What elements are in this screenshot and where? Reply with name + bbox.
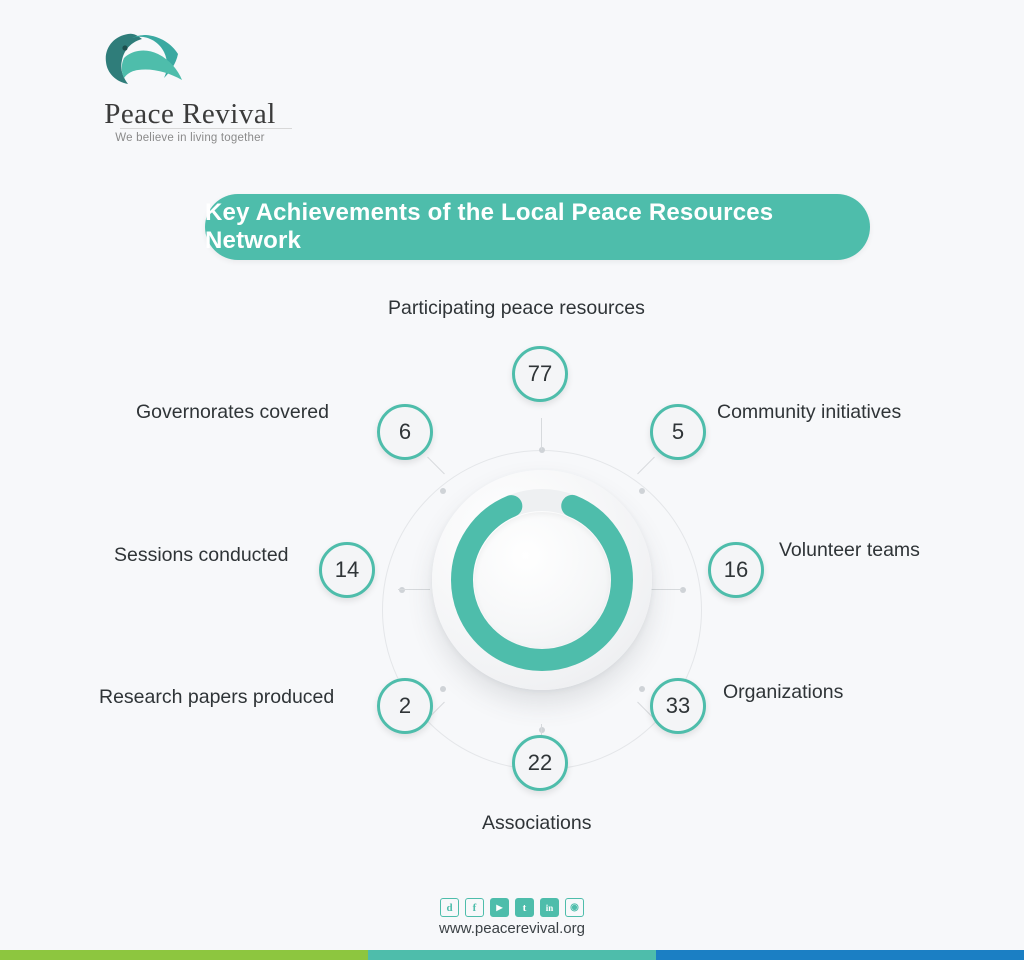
- value-label-sessions-conducted: Sessions conducted: [114, 544, 289, 566]
- connector: [398, 589, 430, 590]
- value-node-number: 5: [671, 419, 685, 444]
- value-label-research-papers-produced: Research papers produced: [99, 686, 335, 708]
- value-node-participating-peace-resources[interactable]: [512, 346, 568, 402]
- orbit-dot: [680, 587, 686, 593]
- youtube-icon[interactable]: ▶: [490, 898, 509, 917]
- donut-center: [474, 512, 610, 648]
- orbit-dot: [539, 727, 545, 733]
- value-label-governorates-covered: Governorates covered: [136, 401, 329, 423]
- value-node-sessions-conducted[interactable]: [319, 542, 375, 598]
- bottom-bar-teal: [368, 950, 656, 960]
- value-node-number: 6: [398, 419, 412, 444]
- connector: [427, 457, 445, 475]
- orbit-dot: [440, 686, 446, 692]
- page-title: Key Achievements of the Local Peace Resources Network: [205, 194, 870, 260]
- facebook-icon[interactable]: f: [465, 898, 484, 917]
- bottom-color-bar: [0, 950, 1024, 960]
- value-node-number: 22: [527, 750, 553, 775]
- orbit-dot: [639, 686, 645, 692]
- twitter-icon[interactable]: t: [515, 898, 534, 917]
- orbit-dot: [539, 447, 545, 453]
- value-label-participating-peace-resources: Participating peace resources: [388, 297, 645, 319]
- instagram-icon[interactable]: ◉: [565, 898, 584, 917]
- value-node-community-initiatives[interactable]: [650, 404, 706, 460]
- brand-tagline: We believe in living together: [115, 132, 265, 144]
- bottom-bar-blue: [656, 950, 1024, 960]
- value-node-number: 77: [527, 361, 553, 386]
- value-node-number: 16: [723, 557, 749, 582]
- orbit-dot: [639, 488, 645, 494]
- connector: [637, 457, 655, 475]
- value-node-organizations[interactable]: [650, 678, 706, 734]
- connector: [541, 418, 542, 450]
- social-links: [0, 898, 1024, 917]
- value-label-community-initiatives: Community initiatives: [717, 401, 902, 423]
- dribbble-icon[interactable]: d: [440, 898, 459, 917]
- value-node-number: 14: [334, 557, 360, 582]
- value-node-number: 2: [398, 693, 412, 718]
- value-node-associations[interactable]: [512, 735, 568, 791]
- brand-logo: [60, 28, 320, 153]
- connector: [650, 589, 682, 590]
- bottom-bar-green: [0, 950, 368, 960]
- value-node-governorates-covered[interactable]: [377, 404, 433, 460]
- value-label-volunteer-teams: Volunteer teams: [779, 539, 920, 561]
- brand-name: Peace Revival: [104, 98, 276, 130]
- value-label-associations: Associations: [482, 812, 592, 834]
- value-node-number: 33: [665, 693, 691, 718]
- orbit-dot: [440, 488, 446, 494]
- value-label-organizations: Organizations: [723, 681, 844, 703]
- website-url[interactable]: www.peacerevival.org: [439, 920, 585, 937]
- linkedin-icon[interactable]: in: [540, 898, 559, 917]
- orbit-dot: [399, 587, 405, 593]
- value-node-research-papers-produced[interactable]: [377, 678, 433, 734]
- radial-chart: [0, 280, 1024, 860]
- value-node-volunteer-teams[interactable]: [708, 542, 764, 598]
- dove-icon: [98, 28, 190, 94]
